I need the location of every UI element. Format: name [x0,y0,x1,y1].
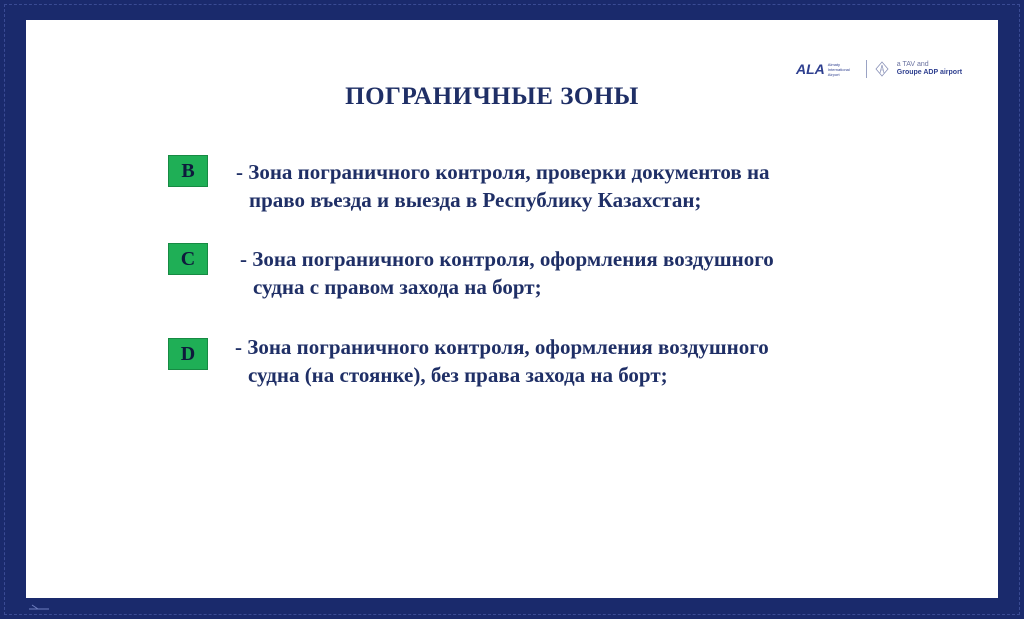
zone-d-line-1: - Зона пограничного контроля, оформления воздушного [235,335,769,359]
page-title: ПОГРАНИЧНЫЕ ЗОНЫ [345,83,639,110]
zone-description-d [235,333,769,389]
corner-decoration-icon [28,603,50,611]
zone-description-b [236,158,770,214]
zone-c-line-1: - Зона пограничного контроля, оформления воздушного [240,247,774,271]
zone-badge-c: C [168,243,208,275]
logo-divider [866,60,867,78]
ala-logo-mark: ALA [796,61,825,77]
partner-line-1: a TAV and [896,61,929,68]
zone-badge-d: D [168,338,208,370]
ala-logo-subtext: Almaty International Airport [827,61,850,77]
zone-b-line-2: право въезда и выезда в Республику Казахстан; [249,188,702,212]
zone-badge-b: B [168,155,208,187]
airport-logo [796,58,996,80]
zone-c-line-2: судна с правом захода на борт; [253,275,542,299]
zone-b-line-1: - Зона пограничного контроля, проверки документов на [236,160,770,184]
partner-line-2: Groupe ADP airport [896,69,963,76]
partner-text [897,61,962,77]
zone-description-c [240,245,774,301]
zone-d-line-2: судна (на стоянке), без права захода на борт; [248,363,668,387]
eiffel-tower-icon [875,61,889,77]
